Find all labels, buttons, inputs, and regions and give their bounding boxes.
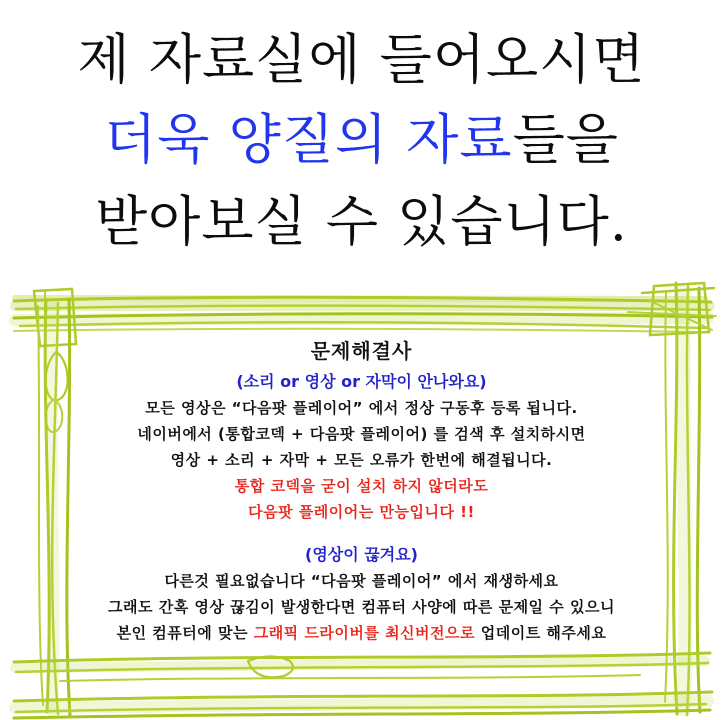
banner-line-1: 제 자료실에 들어오시면	[77, 28, 646, 91]
banner-line-2-highlight: 더욱 양질의 자료	[104, 108, 513, 171]
section1-heading: (소리 or 영상 or 자막이 안나와요)	[236, 372, 487, 391]
notice-title: 문제해결사	[310, 339, 413, 363]
section2-line-3-highlight: 그래픽 드라이버를 최신버전으로	[253, 624, 476, 642]
banner-line-3: 받아보실 수 있습니다.	[95, 190, 628, 253]
section1-line-1: 모든 영상은 “다음팟 플레이어” 에서 정상 구동후 등록 됩니다.	[145, 399, 578, 417]
section1-line-2: 네이버에서 (통합코덱 + 다음팟 플레이어) 를 검색 후 설치하시면	[137, 425, 586, 443]
notice-box	[0, 290, 723, 643]
section2-line-3	[0, 623, 723, 643]
section1-line-3: 영상 + 소리 + 자막 + 모든 오류가 한번에 해결됩니다.	[170, 451, 553, 469]
section2-line-3-suffix: 업데이트 해주세요	[475, 624, 607, 642]
top-banner	[0, 0, 723, 290]
section2-line-1: 다른것 필요없습니다 “다음팟 플레이어” 에서 재생하세요	[164, 572, 559, 590]
section2-heading: (영상이 끊겨요)	[305, 545, 418, 564]
section2-line-2: 그래도 간혹 영상 끊김이 발생한다면 컴퓨터 사양에 따른 문제일 수 있으니	[108, 598, 615, 616]
section1-warning-2: 다음팟 플레이어는 만능입니다 !!	[248, 503, 475, 521]
banner-line-2	[0, 108, 723, 172]
banner-line-2-rest: 들을	[512, 108, 619, 171]
section2-line-3-prefix: 본인 컴퓨터에 맞는	[116, 624, 254, 642]
section1-warning-1: 통합 코덱을 굳이 설치 하지 않더라도	[234, 477, 489, 495]
